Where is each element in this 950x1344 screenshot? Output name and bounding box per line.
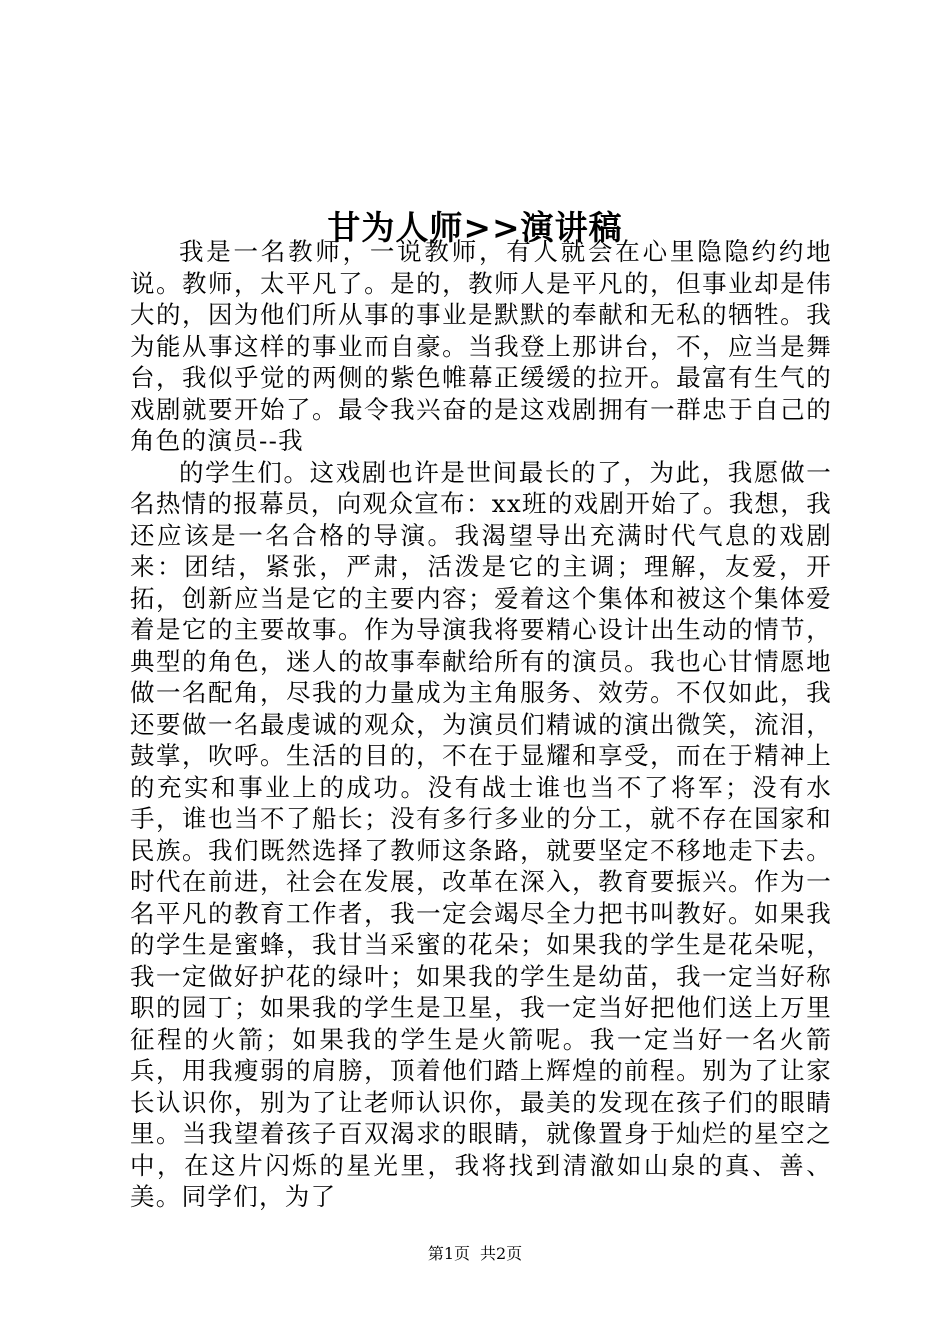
body-paragraph-1: 我是一名教师，一说教师，有人就会在心里隐隐约约地说。教师，太平凡了。是的，教师人是平凡的，但事业却是伟大的，因为他们所从事的事业是默默的奉献和无私的牺牲。我为能从事这样的事业而自豪。当我登上那讲台，不，应当是舞台，我似乎觉的两侧的紫色帷幕正缓缓的拉开。最富有生气的戏剧就要开始了。最令我兴奋的是这戏剧拥有一群忠于自己的角色的演员--我 (130, 237, 832, 455)
document-title: 甘为人师>>演讲稿 (327, 208, 623, 248)
body-paragraph-2: 的学生们。这戏剧也许是世间最长的了，为此，我愿做一名热情的报幕员，向观众宣布：xx班的戏剧开始了。我想，我还应该是一名合格的导演。我渴望导出充满时代气息的戏剧来：团结，紧张，严肃，活泼是它的主调；理解，友爱，开拓，创新应当是它的主要内容；爱着这个集体和被这个集体爱着是它的主要故事。作为导演我将要精心设计出生动的情节，典型的角色，迷人的故事奉献给所有的演员。我也心甘情愿地做一名配角，尽我的力量成为主角服务、效劳。不仅如此，我还要做一名最虔诚的观众，为演员们精诚的演出微笑，流泪，鼓掌，吹呼。生活的目的，不在于显耀和享受，而在于精神上的充实和事业上的成功。没有战士谁也当不了将军；没有水手，谁也当不了船长；没有多行多业的分工，就不存在国家和民族。我们既然选择了教师这条路，就要坚定不移地走下去。时代在前进，社会在发展，改革在深入，教育要振兴。作为一名平凡的教育工作者，我一定会竭尽全力把书叫教好。如果我的学生是蜜蜂，我甘当采蜜的花朵；如果我的学生是花朵呢，我一定做好护花的绿叶；如果我的学生是幼苗，我一定当好称职的园丁；如果我的学生是卫星，我一定当好把他们送上万里征程的火箭；如果我的学生是火箭呢。我一定当好一名火箭兵，用我瘦弱的肩膀，顶着他们踏上辉煌的前程。别为了让家长认识你，别为了让老师认识你，最美的发现在孩子们的眼睛里。当我望着孩子百双渴求的眼睛，就像置身于灿烂的星空之中，在这片闪烁的星光里，我将找到清澈如山泉的真、善、美。同学们，为了 (130, 457, 832, 1211)
page-footer (0, 1244, 950, 1264)
page-total: 共2页 (480, 1244, 523, 1263)
page-number: 第1页 (427, 1244, 470, 1263)
document-body (130, 236, 832, 1213)
